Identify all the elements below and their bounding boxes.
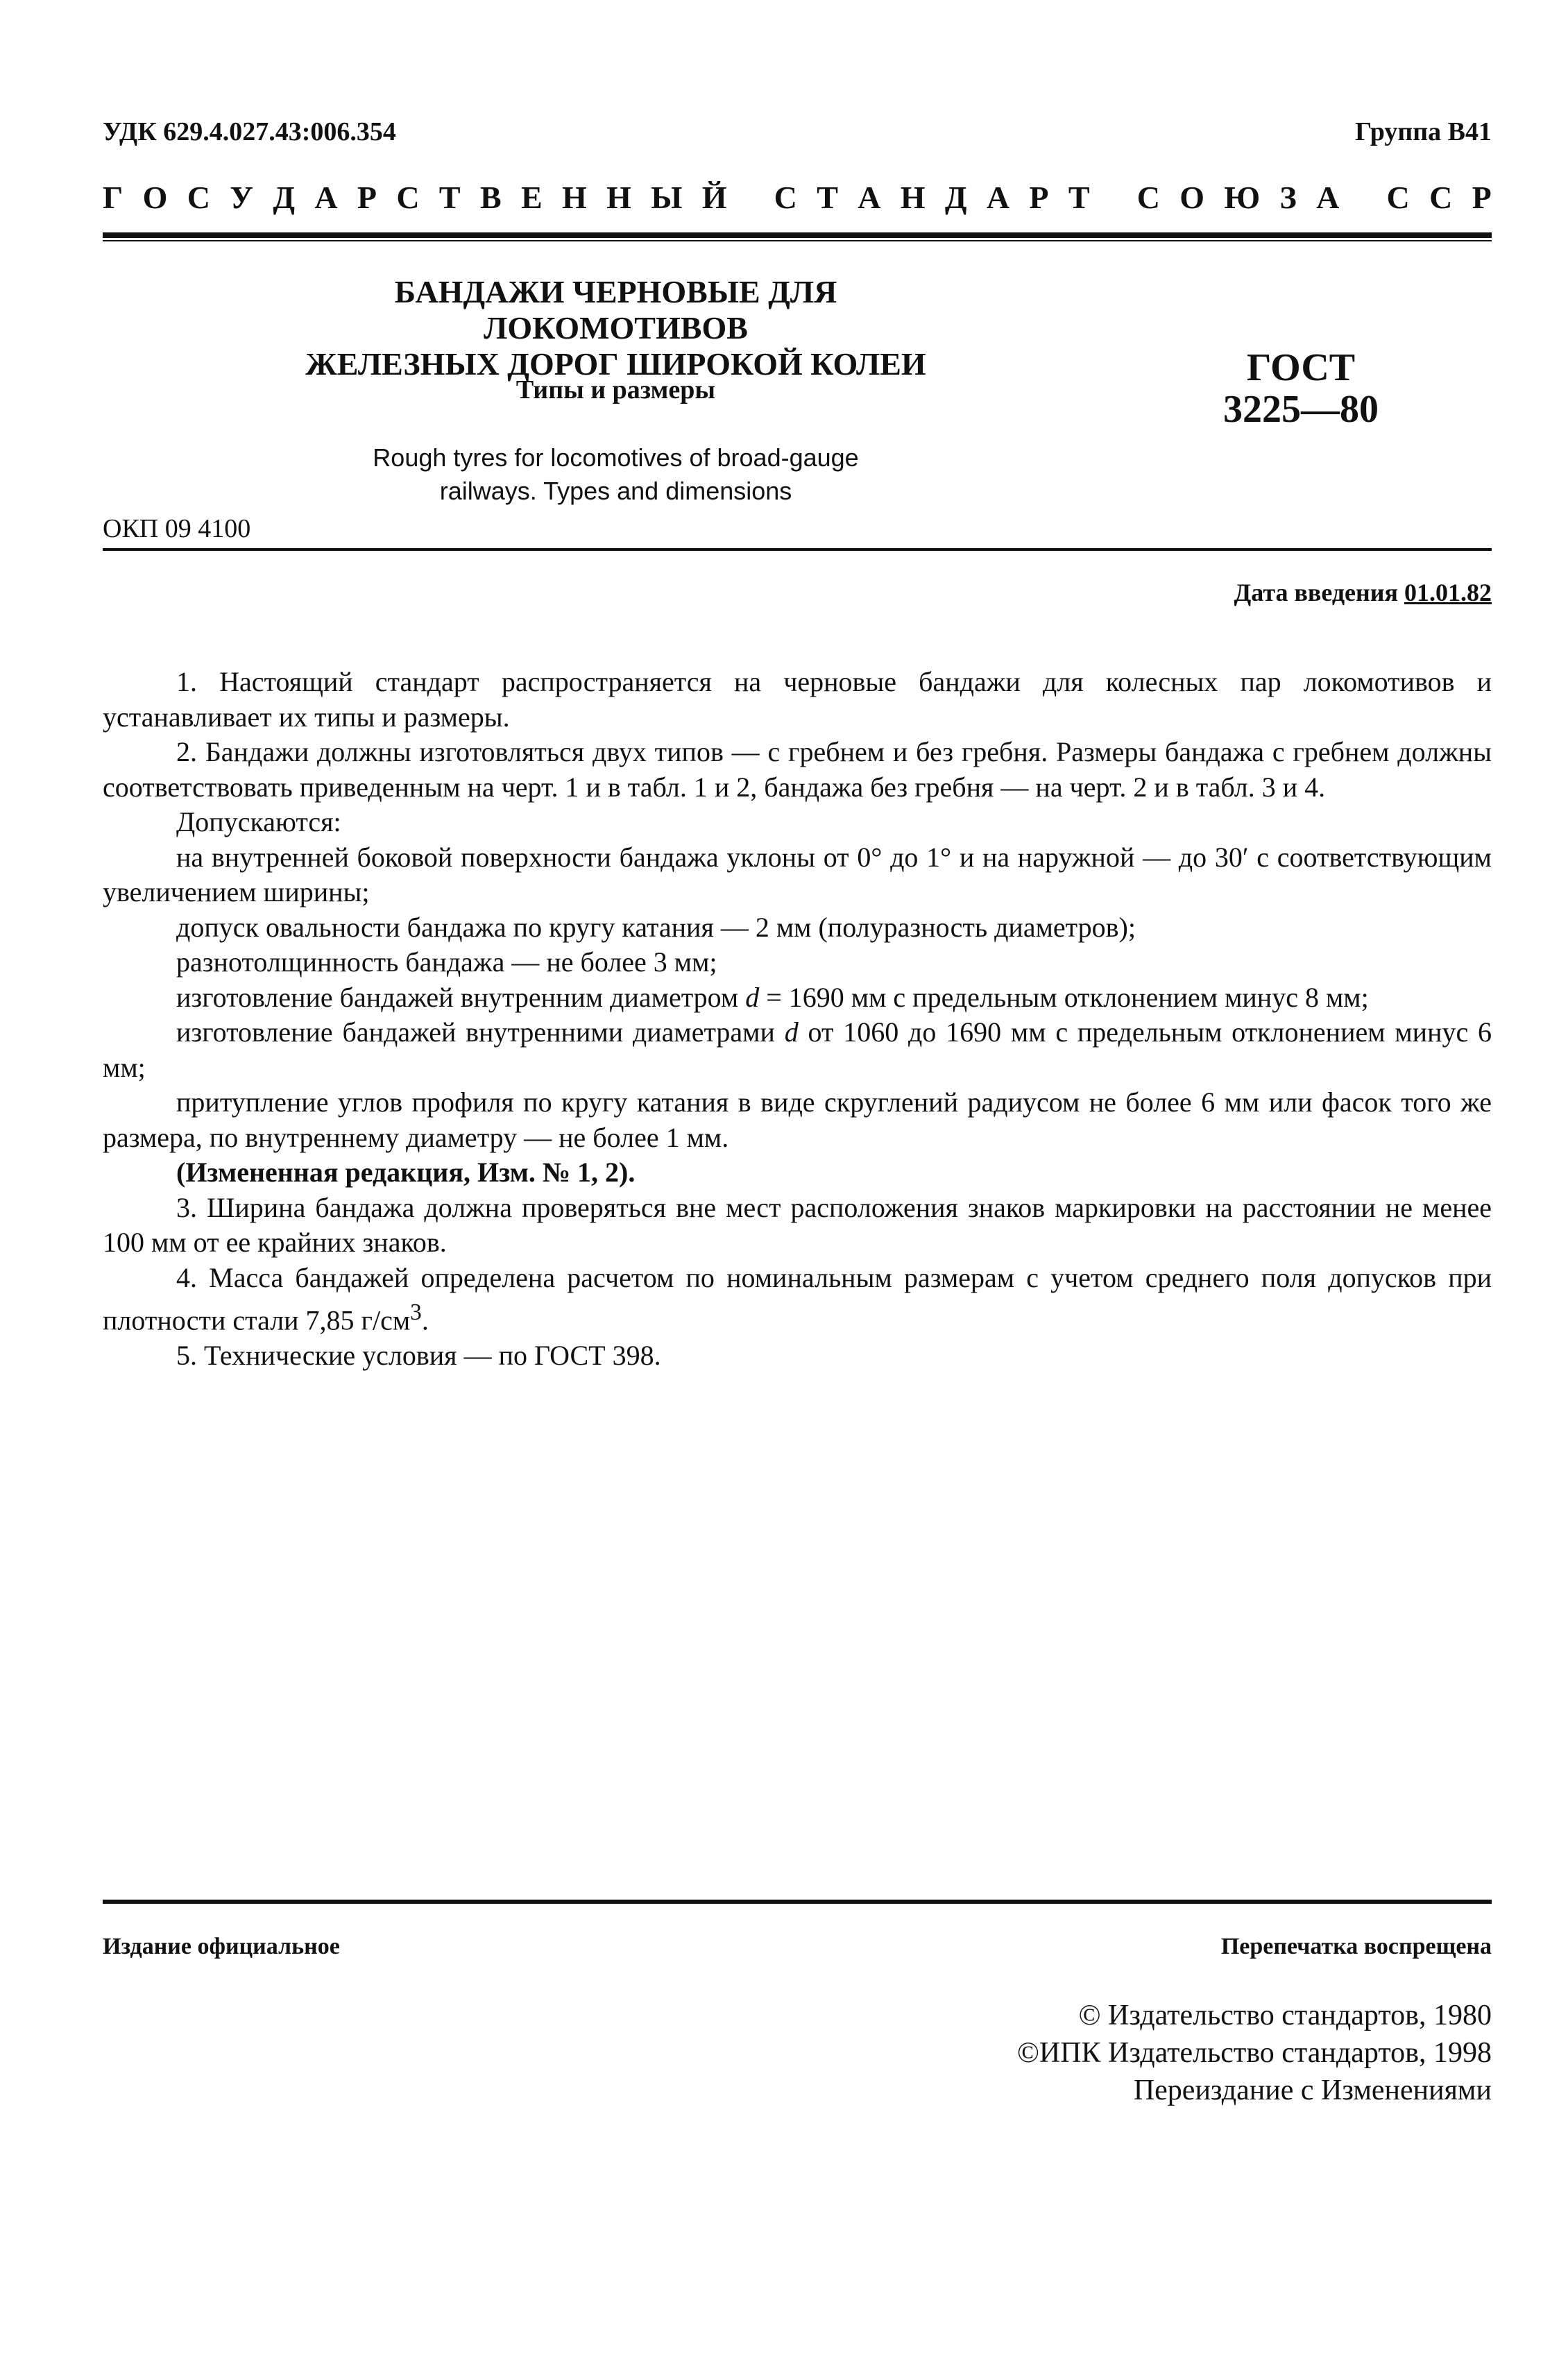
paragraph-blunting: притупление углов профиля по кругу катания в виде скруглений радиусом не более 6 мм или фасок того же размера, по внутреннему диаметру — не более 1 мм. bbox=[103, 1086, 1492, 1153]
p8-text-a: изготовление бандажей внутренними диаметрами bbox=[176, 1016, 785, 1048]
heading-letter: Р bbox=[1472, 180, 1492, 215]
heading-letter: С bbox=[1136, 180, 1160, 215]
p12-text-b: . bbox=[421, 1304, 429, 1336]
heading-letter: Д bbox=[944, 180, 967, 215]
heading-letter: С bbox=[187, 180, 210, 215]
introduction-date bbox=[1234, 578, 1492, 607]
heading-letter: С bbox=[396, 180, 420, 215]
reissue-note: Переиздание с Изменениями bbox=[1133, 2074, 1492, 2106]
paragraph-3: 3. Ширина бандажа должна проверяться вне мест расположения знаков маркировки на расстоянии не менее 100 мм от ее крайних знаков. bbox=[103, 1191, 1492, 1258]
heading-letter: Й bbox=[701, 180, 727, 215]
english-title-line-1: Rough tyres for locomotives of broad-gauge bbox=[373, 443, 859, 472]
p7-text-b: = 1690 мм с предельным отклонением минус 8 мм; bbox=[759, 981, 1369, 1013]
title-line-1: БАНДАЖИ ЧЕРНОВЫЕ ДЛЯ ЛОКОМОТИВОВ bbox=[394, 274, 837, 346]
state-standard-heading bbox=[103, 179, 1492, 216]
heading-letter: А bbox=[1316, 180, 1340, 215]
english-title-line-2: railways. Types and dimensions bbox=[439, 477, 792, 505]
heading-letter: О bbox=[142, 180, 168, 215]
body-text bbox=[103, 665, 1492, 1373]
heading-letter: Н bbox=[900, 180, 926, 215]
heading-letter: З bbox=[1279, 180, 1297, 215]
heading-letter: Н bbox=[561, 180, 587, 215]
reprint-prohibited: Перепечатка воспрещена bbox=[1220, 1934, 1492, 1959]
p8-text-b: от 1060 до 1690 мм с предельным отклонением минус 6 мм; bbox=[103, 1016, 1492, 1083]
gost-number: 3225—80 bbox=[1223, 388, 1379, 431]
copyright-1998: ©ИПК Издательство стандартов, 1998 bbox=[1016, 2037, 1492, 2069]
p12-superscript: 3 bbox=[410, 1299, 422, 1325]
group-code: Группа В41 bbox=[1354, 117, 1492, 146]
p7-text-a: изготовление бандажей внутренним диаметром bbox=[176, 981, 746, 1013]
p7-variable: d bbox=[745, 981, 760, 1013]
heading-letter: А bbox=[858, 180, 881, 215]
document-subtitle: Типы и размеры bbox=[515, 375, 716, 404]
okp-code: ОКП 09 4100 bbox=[103, 514, 251, 543]
gost-designation bbox=[1200, 347, 1401, 430]
heading-letter: А bbox=[986, 180, 1010, 215]
paragraph-ovality: допуск овальности бандажа по кругу катания — 2 мм (полуразность диаметров); bbox=[176, 911, 1136, 943]
udk-code: УДК 629.4.027.43:006.354 bbox=[103, 117, 396, 146]
top-divider bbox=[103, 232, 1492, 238]
heading-letter: Т bbox=[817, 180, 838, 215]
copyright-1980: © Издательство стандартов, 1980 bbox=[1078, 2000, 1492, 2031]
paragraph-4 bbox=[103, 1261, 1492, 1338]
official-edition: Издание официальное bbox=[103, 1934, 340, 1959]
heading-letter: Е bbox=[520, 180, 543, 215]
copyright-block bbox=[1017, 1997, 1492, 2109]
top-divider-thin bbox=[103, 240, 1492, 241]
document-title bbox=[264, 274, 968, 382]
title-line-2: ЖЕЛЕЗНЫХ ДОРОГ ШИРОКОЙ КОЛЕИ bbox=[305, 346, 926, 382]
paragraph-diameter-1690 bbox=[103, 980, 1492, 1016]
heading-letter: Т bbox=[1068, 180, 1090, 215]
heading-letter: Д bbox=[273, 180, 296, 215]
heading-letter: С bbox=[774, 180, 797, 215]
heading-letter: С bbox=[1429, 180, 1453, 215]
paragraph-5: 5. Технические условия — по ГОСТ 398. bbox=[176, 1339, 661, 1371]
heading-letter: У bbox=[230, 180, 254, 215]
date-value: 01.01.82 bbox=[1404, 579, 1492, 606]
heading-letter bbox=[747, 179, 755, 216]
date-label: Дата введения bbox=[1234, 579, 1398, 606]
paragraph-thickness: разнотолщинность бандажа — не более 3 мм; bbox=[176, 946, 717, 978]
heading-letter: Ы bbox=[651, 180, 683, 215]
heading-letter: Р bbox=[1029, 180, 1049, 215]
heading-letter: Т bbox=[438, 180, 461, 215]
middle-divider bbox=[103, 548, 1492, 551]
gost-label: ГОСТ bbox=[1246, 346, 1356, 389]
p12-text-a: 4. Масса бандажей определена расчетом по номинальным размерам с учетом среднего поля допусков при плотности стали 7,85 г/см bbox=[103, 1261, 1492, 1336]
paragraph-amendment: (Измененная редакция, Изм. № 1, 2). bbox=[176, 1157, 636, 1188]
bottom-divider bbox=[103, 1900, 1492, 1904]
heading-letter: А bbox=[314, 180, 338, 215]
paragraph-slopes: на внутренней боковой поверхности бандажа уклоны от 0° до 1° и на наружной — до 30′ с соответствующим увеличением ширины; bbox=[103, 841, 1492, 907]
heading-letter: О bbox=[1179, 180, 1205, 215]
english-title bbox=[264, 441, 968, 508]
heading-letter: Н bbox=[606, 180, 631, 215]
heading-letter bbox=[1359, 179, 1367, 216]
heading-letter: С bbox=[1386, 180, 1410, 215]
paragraph-2: 2. Бандажи должны изготовляться двух типов — с гребнем и без гребня. Размеры бандажа с гребнем должны соответствовать приведенным на черт. 1 и в табл. 1 и 2, бандажа без гребня — на черт. 2 и в табл. 3 и 4. bbox=[103, 736, 1492, 803]
p8-variable: d bbox=[784, 1016, 799, 1048]
heading-letter: Ю bbox=[1224, 180, 1261, 215]
heading-letter: В bbox=[479, 180, 502, 215]
heading-letter: Г bbox=[103, 180, 123, 215]
heading-letter bbox=[1109, 179, 1118, 216]
paragraph-diameter-range bbox=[103, 1015, 1492, 1085]
paragraph-allowed: Допускаются: bbox=[176, 806, 341, 837]
heading-letter: Р bbox=[357, 180, 377, 215]
paragraph-1: 1. Настоящий стандарт распространяется на черновые бандажи для колесных пар локомотивов и устанавливает их типы и размеры. bbox=[103, 666, 1492, 733]
